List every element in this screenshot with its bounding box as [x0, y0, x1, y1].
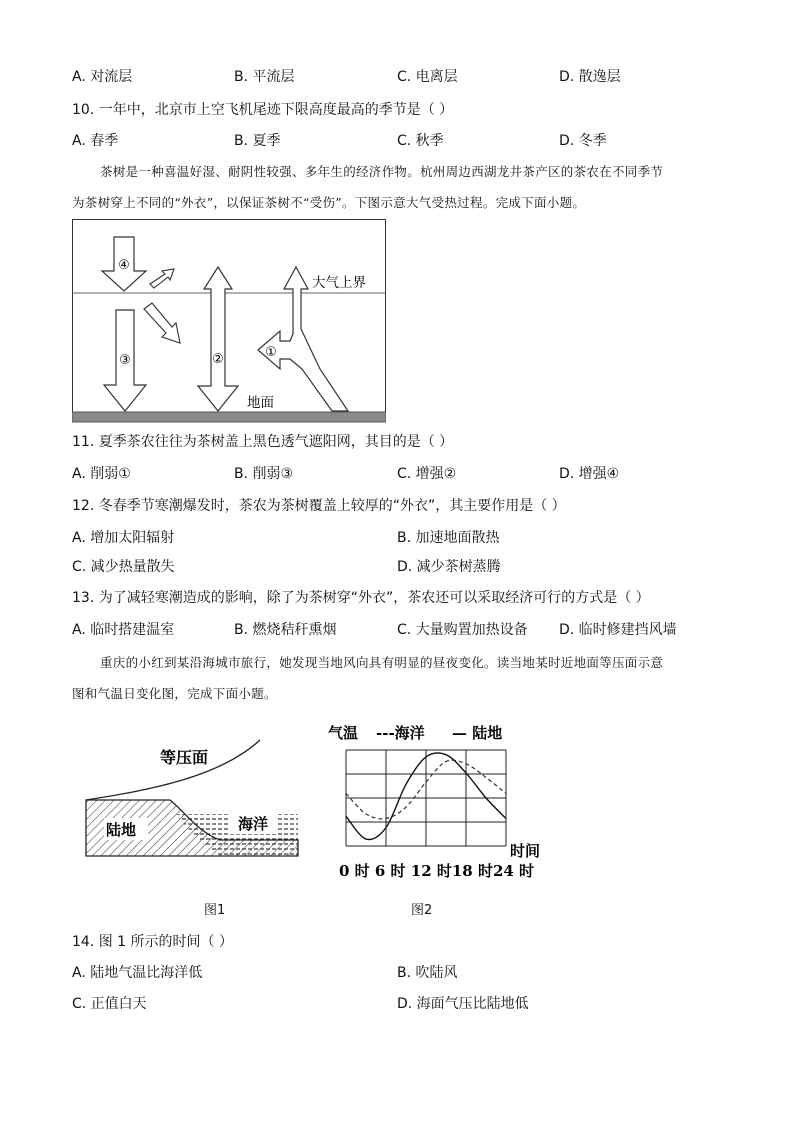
q13-option-b[interactable]: B. 燃烧秸秆熏烟: [234, 622, 337, 638]
q10-option-b[interactable]: B. 夏季: [234, 133, 281, 149]
q11-option-c[interactable]: C. 增强②: [397, 466, 457, 482]
q9-option-a[interactable]: A. 对流层: [72, 69, 133, 85]
sea-label: 海洋: [238, 815, 269, 833]
q13-stem: 13. 为了减轻寒潮造成的影响，除了为茶树穿“外衣”，茶农还可以采取经济可行的方式是（ ）: [72, 590, 650, 606]
q13-option-d[interactable]: D. 临时修建挡风墙: [559, 622, 677, 638]
q9-option-b[interactable]: B. 平流层: [234, 69, 295, 85]
legend-land: — 陆地: [452, 724, 503, 742]
q12-stem: 12. 冬春季节寒潮爆发时，茶农为茶树覆盖上较厚的“外衣”，其主要作用是（ ）: [72, 498, 566, 514]
q9-option-d[interactable]: D. 散逸层: [559, 69, 621, 85]
chart-xticks: 0 时 6 时 12 时18 时24 时: [339, 862, 535, 880]
chart-xlabel: 时间: [510, 842, 541, 860]
q10-option-c[interactable]: C. 秋季: [397, 133, 444, 149]
ground-bar: [72, 412, 386, 422]
q14-stem: 14. 图 1 所示的时间（ ）: [72, 934, 233, 950]
q11-option-a[interactable]: A. 削弱①: [72, 466, 131, 482]
chart-grid: [346, 750, 506, 846]
marker-4: ④: [118, 258, 130, 273]
q10-option-a[interactable]: A. 春季: [72, 133, 119, 149]
legend-sea: ---海洋: [376, 724, 425, 742]
q12-option-a[interactable]: A. 增加太阳辐射: [72, 530, 175, 546]
q14-option-b[interactable]: B. 吹陆风: [397, 965, 458, 981]
passage1-line1: 茶树是一种喜温好湿、耐阴性较强、多年生的经济作物。杭州周边西湖龙井茶产区的茶农在不同季节: [100, 164, 664, 179]
marker-1: ①: [265, 345, 277, 360]
q13-option-c[interactable]: C. 大量购置加热设备: [397, 622, 528, 638]
chart-ylabel: 气温: [328, 724, 359, 742]
q10-stem: 10. 一年中，北京市上空飞机尾迹下限高度最高的季节是（ ）: [72, 102, 454, 118]
q10-option-d[interactable]: D. 冬季: [559, 133, 607, 149]
isobar-diagram: [80, 732, 306, 862]
passage1-line2: 为茶树穿上不同的“外衣”，以保证茶树不“受伤”。下图示意大气受热过程。完成下面小题。: [72, 195, 586, 210]
isobar-label: 等压面: [160, 748, 209, 767]
q11-stem: 11. 夏季茶农往往为茶树盖上黑色透气遮阳网，其目的是（ ）: [72, 434, 454, 450]
temperature-chart: [326, 720, 552, 884]
q9-option-c[interactable]: C. 电离层: [397, 69, 458, 85]
figure1-caption: 图1: [204, 903, 226, 918]
q14-option-c[interactable]: C. 正值白天: [72, 996, 147, 1012]
q12-option-c[interactable]: C. 减少热量散失: [72, 559, 175, 575]
passage2-line1: 重庆的小红到某沿海城市旅行，她发现当地风向具有明显的昼夜变化。读当地某时近地面等压面示意: [100, 655, 664, 670]
q13-option-a[interactable]: A. 临时搭建温室: [72, 622, 175, 638]
atmosphere-heating-diagram: [72, 219, 386, 423]
q11-option-d[interactable]: D. 增强④: [559, 466, 620, 482]
marker-2: ②: [212, 352, 224, 367]
figure2-caption: 图2: [411, 903, 433, 918]
q12-option-d[interactable]: D. 减少茶树蒸腾: [397, 559, 501, 575]
passage2-line2: 图和气温日变化图，完成下面小题。: [72, 686, 277, 701]
q14-option-a[interactable]: A. 陆地气温比海洋低: [72, 965, 203, 981]
ground-label: 地面: [247, 395, 274, 411]
q14-option-d[interactable]: D. 海面气压比陆地低: [397, 996, 529, 1012]
atmosphere-top-label: 大气上界: [312, 275, 366, 291]
q11-option-b[interactable]: B. 削弱③: [234, 466, 294, 482]
q12-option-b[interactable]: B. 加速地面散热: [397, 530, 500, 546]
land-label: 陆地: [106, 821, 137, 839]
marker-3: ③: [119, 353, 131, 368]
